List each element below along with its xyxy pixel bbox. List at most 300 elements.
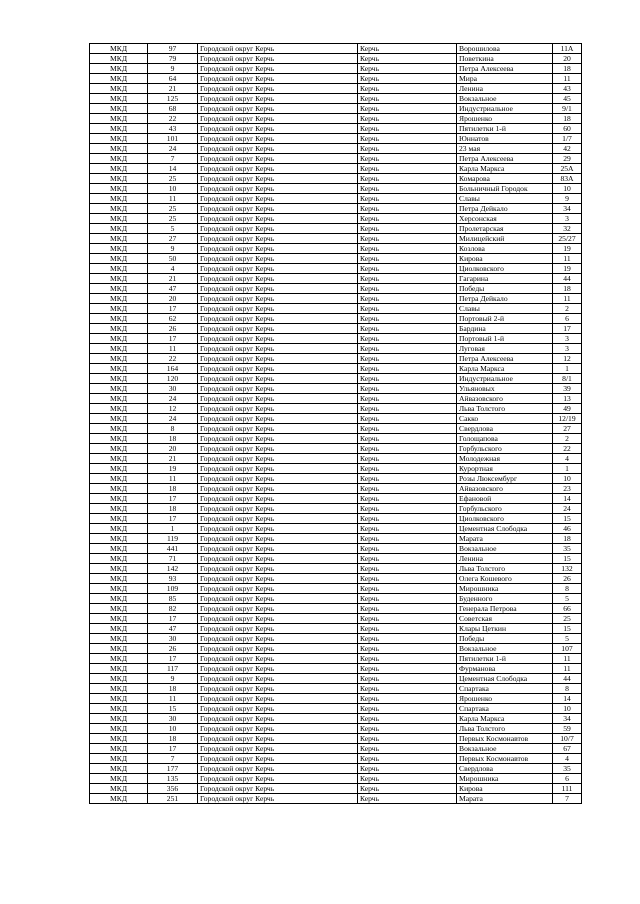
count-cell: 22 <box>148 114 198 124</box>
house-number-cell: 3 <box>553 344 582 354</box>
house-number-cell: 7 <box>553 794 582 804</box>
city-cell: Керчь <box>358 64 457 74</box>
table-row <box>90 184 582 194</box>
city-cell: Керчь <box>358 534 457 544</box>
count-cell: 7 <box>148 754 198 764</box>
count-cell: 17 <box>148 494 198 504</box>
street-cell: Циолковского <box>457 514 553 524</box>
count-cell: 18 <box>148 734 198 744</box>
house-number-cell: 9/1 <box>553 104 582 114</box>
object-type-cell: МКД <box>90 154 148 164</box>
table-row <box>90 214 582 224</box>
count-cell: 5 <box>148 224 198 234</box>
object-type-cell: МКД <box>90 134 148 144</box>
object-type-cell: МКД <box>90 244 148 254</box>
count-cell: 20 <box>148 294 198 304</box>
count-cell: 43 <box>148 124 198 134</box>
city-cell: Керчь <box>358 564 457 574</box>
object-type-cell: МКД <box>90 44 148 54</box>
object-type-cell: МКД <box>90 384 148 394</box>
count-cell: 19 <box>148 464 198 474</box>
table-row <box>90 44 582 54</box>
city-cell: Керчь <box>358 714 457 724</box>
street-cell: Мирошника <box>457 774 553 784</box>
house-number-cell: 107 <box>553 644 582 654</box>
count-cell: 109 <box>148 584 198 594</box>
street-cell: Больничный Городок <box>457 184 553 194</box>
object-type-cell: МКД <box>90 474 148 484</box>
city-cell: Керчь <box>358 644 457 654</box>
municipality-cell: Городской округ Керчь <box>198 344 358 354</box>
count-cell: 30 <box>148 634 198 644</box>
street-cell: Голощапова <box>457 434 553 444</box>
house-number-cell: 49 <box>553 404 582 414</box>
street-cell: Молодежная <box>457 454 553 464</box>
count-cell: 12 <box>148 404 198 414</box>
street-cell: Гагарина <box>457 274 553 284</box>
municipality-cell: Городской округ Керчь <box>198 354 358 364</box>
house-number-cell: 1 <box>553 364 582 374</box>
street-cell: Петра Дейкало <box>457 204 553 214</box>
house-number-cell: 2 <box>553 304 582 314</box>
municipality-cell: Городской округ Керчь <box>198 754 358 764</box>
house-number-cell: 8/1 <box>553 374 582 384</box>
house-number-cell: 46 <box>553 524 582 534</box>
street-cell: Юннатов <box>457 134 553 144</box>
street-cell: Мирошника <box>457 584 553 594</box>
object-type-cell: МКД <box>90 184 148 194</box>
city-cell: Керчь <box>358 684 457 694</box>
object-type-cell: МКД <box>90 684 148 694</box>
object-type-cell: МКД <box>90 284 148 294</box>
municipality-cell: Городской округ Керчь <box>198 684 358 694</box>
count-cell: 82 <box>148 604 198 614</box>
municipality-cell: Городской округ Керчь <box>198 564 358 574</box>
object-type-cell: МКД <box>90 524 148 534</box>
municipality-cell: Городской округ Керчь <box>198 264 358 274</box>
street-cell: Индустриальное <box>457 374 553 384</box>
object-type-cell: МКД <box>90 94 148 104</box>
street-cell: Клары Цеткин <box>457 624 553 634</box>
street-cell: Льва Толстого <box>457 564 553 574</box>
table-row <box>90 744 582 754</box>
object-type-cell: МКД <box>90 674 148 684</box>
table-row <box>90 794 582 804</box>
house-number-cell: 4 <box>553 754 582 764</box>
municipality-cell: Городской округ Керчь <box>198 514 358 524</box>
house-number-cell: 5 <box>553 594 582 604</box>
count-cell: 24 <box>148 144 198 154</box>
object-type-cell: МКД <box>90 494 148 504</box>
street-cell: Пятилетки 1-й <box>457 124 553 134</box>
table-row <box>90 564 582 574</box>
street-cell: Бардина <box>457 324 553 334</box>
count-cell: 20 <box>148 444 198 454</box>
object-type-cell: МКД <box>90 764 148 774</box>
municipality-cell: Городской округ Керчь <box>198 334 358 344</box>
count-cell: 177 <box>148 764 198 774</box>
house-number-cell: 24 <box>553 504 582 514</box>
object-type-cell: МКД <box>90 574 148 584</box>
city-cell: Керчь <box>358 594 457 604</box>
object-type-cell: МКД <box>90 274 148 284</box>
table-row <box>90 734 582 744</box>
object-type-cell: МКД <box>90 434 148 444</box>
object-type-cell: МКД <box>90 124 148 134</box>
municipality-cell: Городской округ Керчь <box>198 774 358 784</box>
count-cell: 27 <box>148 234 198 244</box>
house-number-cell: 83А <box>553 174 582 184</box>
count-cell: 125 <box>148 94 198 104</box>
city-cell: Керчь <box>358 664 457 674</box>
count-cell: 85 <box>148 594 198 604</box>
object-type-cell: МКД <box>90 654 148 664</box>
municipality-cell: Городской округ Керчь <box>198 324 358 334</box>
street-cell: Славы <box>457 304 553 314</box>
object-type-cell: МКД <box>90 74 148 84</box>
street-cell: Розы Люксембург <box>457 474 553 484</box>
table-row <box>90 284 582 294</box>
table-row <box>90 454 582 464</box>
count-cell: 119 <box>148 534 198 544</box>
table-row <box>90 254 582 264</box>
count-cell: 26 <box>148 324 198 334</box>
count-cell: 7 <box>148 154 198 164</box>
municipality-cell: Городской округ Керчь <box>198 204 358 214</box>
object-type-cell: МКД <box>90 704 148 714</box>
city-cell: Керчь <box>358 474 457 484</box>
count-cell: 441 <box>148 544 198 554</box>
object-type-cell: МКД <box>90 174 148 184</box>
object-type-cell: МКД <box>90 534 148 544</box>
municipality-cell: Городской округ Керчь <box>198 604 358 614</box>
count-cell: 22 <box>148 354 198 364</box>
house-number-cell: 22 <box>553 444 582 454</box>
city-cell: Керчь <box>358 464 457 474</box>
street-cell: Пролетарская <box>457 224 553 234</box>
street-cell: Победы <box>457 284 553 294</box>
count-cell: 135 <box>148 774 198 784</box>
municipality-cell: Городской округ Керчь <box>198 404 358 414</box>
house-number-cell: 34 <box>553 204 582 214</box>
house-number-cell: 39 <box>553 384 582 394</box>
count-cell: 17 <box>148 654 198 664</box>
municipality-cell: Городской округ Керчь <box>198 304 358 314</box>
city-cell: Керчь <box>358 214 457 224</box>
object-type-cell: МКД <box>90 624 148 634</box>
object-type-cell: МКД <box>90 364 148 374</box>
object-type-cell: МКД <box>90 644 148 654</box>
house-number-cell: 27 <box>553 424 582 434</box>
object-type-cell: МКД <box>90 774 148 784</box>
count-cell: 79 <box>148 54 198 64</box>
object-type-cell: МКД <box>90 84 148 94</box>
object-type-cell: МКД <box>90 504 148 514</box>
object-type-cell: МКД <box>90 784 148 794</box>
city-cell: Керчь <box>358 334 457 344</box>
object-type-cell: МКД <box>90 454 148 464</box>
count-cell: 26 <box>148 644 198 654</box>
count-cell: 21 <box>148 84 198 94</box>
street-cell: Поветкина <box>457 54 553 64</box>
municipality-cell: Городской округ Керчь <box>198 384 358 394</box>
city-cell: Керчь <box>358 194 457 204</box>
municipality-cell: Городской округ Керчь <box>198 364 358 374</box>
table-row <box>90 244 582 254</box>
table-row <box>90 494 582 504</box>
street-cell: Комарова <box>457 174 553 184</box>
table-row <box>90 524 582 534</box>
table-row <box>90 74 582 84</box>
street-cell: Цементная Слободка <box>457 524 553 534</box>
city-cell: Керчь <box>358 294 457 304</box>
street-cell: Советская <box>457 614 553 624</box>
object-type-cell: МКД <box>90 614 148 624</box>
count-cell: 120 <box>148 374 198 384</box>
object-type-cell: МКД <box>90 254 148 264</box>
city-cell: Керчь <box>358 764 457 774</box>
street-cell: Мира <box>457 74 553 84</box>
street-cell: Козлова <box>457 244 553 254</box>
object-type-cell: МКД <box>90 204 148 214</box>
municipality-cell: Городской округ Керчь <box>198 794 358 804</box>
street-cell: Льва Толстого <box>457 404 553 414</box>
table-row <box>90 774 582 784</box>
table-row <box>90 84 582 94</box>
house-number-cell: 25А <box>553 164 582 174</box>
city-cell: Керчь <box>358 374 457 384</box>
table-row <box>90 354 582 364</box>
municipality-cell: Городской округ Керчь <box>198 574 358 584</box>
municipality-cell: Городской округ Керчь <box>198 654 358 664</box>
count-cell: 24 <box>148 414 198 424</box>
count-cell: 117 <box>148 664 198 674</box>
municipality-cell: Городской округ Керчь <box>198 454 358 464</box>
city-cell: Керчь <box>358 694 457 704</box>
municipality-cell: Городской округ Керчь <box>198 394 358 404</box>
object-type-cell: МКД <box>90 554 148 564</box>
street-cell: Спартака <box>457 704 553 714</box>
object-type-cell: МКД <box>90 214 148 224</box>
city-cell: Керчь <box>358 354 457 364</box>
table-row <box>90 664 582 674</box>
street-cell: Кирова <box>457 784 553 794</box>
object-type-cell: МКД <box>90 344 148 354</box>
street-cell: Ульяновых <box>457 384 553 394</box>
table-row <box>90 274 582 284</box>
city-cell: Керчь <box>358 414 457 424</box>
count-cell: 8 <box>148 424 198 434</box>
object-type-cell: МКД <box>90 604 148 614</box>
house-number-cell: 6 <box>553 314 582 324</box>
municipality-cell: Городской округ Керчь <box>198 274 358 284</box>
street-cell: Фурманова <box>457 664 553 674</box>
count-cell: 17 <box>148 334 198 344</box>
city-cell: Керчь <box>358 304 457 314</box>
city-cell: Керчь <box>358 584 457 594</box>
city-cell: Керчь <box>358 544 457 554</box>
house-number-cell: 15 <box>553 554 582 564</box>
street-cell: Льва Толстого <box>457 724 553 734</box>
municipality-cell: Городской округ Керчь <box>198 254 358 264</box>
count-cell: 25 <box>148 214 198 224</box>
object-type-cell: МКД <box>90 354 148 364</box>
house-number-cell: 45 <box>553 94 582 104</box>
object-type-cell: МКД <box>90 314 148 324</box>
table-row <box>90 504 582 514</box>
house-number-cell: 8 <box>553 584 582 594</box>
city-cell: Керчь <box>358 94 457 104</box>
object-type-cell: МКД <box>90 164 148 174</box>
object-type-cell: МКД <box>90 514 148 524</box>
table-row <box>90 334 582 344</box>
municipality-cell: Городской округ Керчь <box>198 104 358 114</box>
object-type-cell: МКД <box>90 394 148 404</box>
count-cell: 71 <box>148 554 198 564</box>
table-body <box>90 44 582 804</box>
street-cell: Ярошенко <box>457 114 553 124</box>
table-row <box>90 154 582 164</box>
house-number-cell: 59 <box>553 724 582 734</box>
house-number-cell: 23 <box>553 484 582 494</box>
city-cell: Керчь <box>358 794 457 804</box>
count-cell: 10 <box>148 724 198 734</box>
street-cell: Ефановой <box>457 494 553 504</box>
object-type-cell: МКД <box>90 264 148 274</box>
house-number-cell: 32 <box>553 224 582 234</box>
street-cell: Вокзальное <box>457 644 553 654</box>
table-row <box>90 194 582 204</box>
table-row <box>90 204 582 214</box>
house-number-cell: 10 <box>553 184 582 194</box>
house-number-cell: 9 <box>553 194 582 204</box>
street-cell: Индустриальное <box>457 104 553 114</box>
municipality-cell: Городской округ Керчь <box>198 734 358 744</box>
house-number-cell: 20 <box>553 54 582 64</box>
count-cell: 11 <box>148 194 198 204</box>
city-cell: Керчь <box>358 734 457 744</box>
street-cell: Курортная <box>457 464 553 474</box>
house-number-cell: 18 <box>553 284 582 294</box>
municipality-cell: Городской округ Керчь <box>198 644 358 654</box>
city-cell: Керчь <box>358 634 457 644</box>
street-cell: Марата <box>457 534 553 544</box>
city-cell: Керчь <box>358 74 457 84</box>
house-number-cell: 67 <box>553 744 582 754</box>
object-type-cell: МКД <box>90 144 148 154</box>
object-type-cell: МКД <box>90 634 148 644</box>
table-row <box>90 534 582 544</box>
street-cell: Портовый 1-й <box>457 334 553 344</box>
city-cell: Керчь <box>358 384 457 394</box>
municipality-cell: Городской округ Керчь <box>198 484 358 494</box>
house-number-cell: 18 <box>553 64 582 74</box>
count-cell: 62 <box>148 314 198 324</box>
object-type-cell: МКД <box>90 484 148 494</box>
house-number-cell: 10/7 <box>553 734 582 744</box>
city-cell: Керчь <box>358 504 457 514</box>
city-cell: Керчь <box>358 744 457 754</box>
house-number-cell: 12/19 <box>553 414 582 424</box>
city-cell: Керчь <box>358 244 457 254</box>
table-row <box>90 64 582 74</box>
table-row <box>90 374 582 384</box>
table-row <box>90 754 582 764</box>
count-cell: 9 <box>148 64 198 74</box>
object-type-cell: МКД <box>90 734 148 744</box>
object-type-cell: МКД <box>90 664 148 674</box>
table-row <box>90 684 582 694</box>
house-number-cell: 60 <box>553 124 582 134</box>
count-cell: 47 <box>148 624 198 634</box>
municipality-cell: Городской округ Керчь <box>198 244 358 254</box>
city-cell: Керчь <box>358 554 457 564</box>
count-cell: 21 <box>148 274 198 284</box>
count-cell: 251 <box>148 794 198 804</box>
table-row <box>90 114 582 124</box>
city-cell: Керчь <box>358 144 457 154</box>
count-cell: 18 <box>148 684 198 694</box>
city-cell: Керчь <box>358 164 457 174</box>
count-cell: 164 <box>148 364 198 374</box>
street-cell: Буденного <box>457 594 553 604</box>
table-row <box>90 144 582 154</box>
city-cell: Керчь <box>358 254 457 264</box>
table-row <box>90 514 582 524</box>
city-cell: Керчь <box>358 134 457 144</box>
city-cell: Керчь <box>358 314 457 324</box>
city-cell: Керчь <box>358 674 457 684</box>
house-number-cell: 11 <box>553 294 582 304</box>
object-type-cell: МКД <box>90 464 148 474</box>
city-cell: Керчь <box>358 394 457 404</box>
table-row <box>90 634 582 644</box>
house-number-cell: 6 <box>553 774 582 784</box>
table-row <box>90 614 582 624</box>
house-number-cell: 3 <box>553 334 582 344</box>
count-cell: 1 <box>148 524 198 534</box>
table-row <box>90 134 582 144</box>
count-cell: 17 <box>148 304 198 314</box>
municipality-cell: Городской округ Керчь <box>198 554 358 564</box>
street-cell: Марата <box>457 794 553 804</box>
house-number-cell: 12 <box>553 354 582 364</box>
count-cell: 14 <box>148 164 198 174</box>
object-type-cell: МКД <box>90 564 148 574</box>
street-cell: Херсонская <box>457 214 553 224</box>
house-number-cell: 1/7 <box>553 134 582 144</box>
count-cell: 25 <box>148 174 198 184</box>
municipality-cell: Городской округ Керчь <box>198 474 358 484</box>
house-number-cell: 34 <box>553 714 582 724</box>
house-number-cell: 10 <box>553 474 582 484</box>
house-number-cell: 11А <box>553 44 582 54</box>
count-cell: 25 <box>148 204 198 214</box>
municipality-cell: Городской округ Керчь <box>198 464 358 474</box>
house-number-cell: 11 <box>553 664 582 674</box>
object-type-cell: МКД <box>90 714 148 724</box>
municipality-cell: Городской округ Керчь <box>198 634 358 644</box>
city-cell: Керчь <box>358 364 457 374</box>
municipality-cell: Городской округ Керчь <box>198 504 358 514</box>
street-cell: Ворошилова <box>457 44 553 54</box>
table-row <box>90 314 582 324</box>
table-row <box>90 594 582 604</box>
count-cell: 11 <box>148 344 198 354</box>
house-number-cell: 26 <box>553 574 582 584</box>
count-cell: 356 <box>148 784 198 794</box>
city-cell: Керчь <box>358 444 457 454</box>
